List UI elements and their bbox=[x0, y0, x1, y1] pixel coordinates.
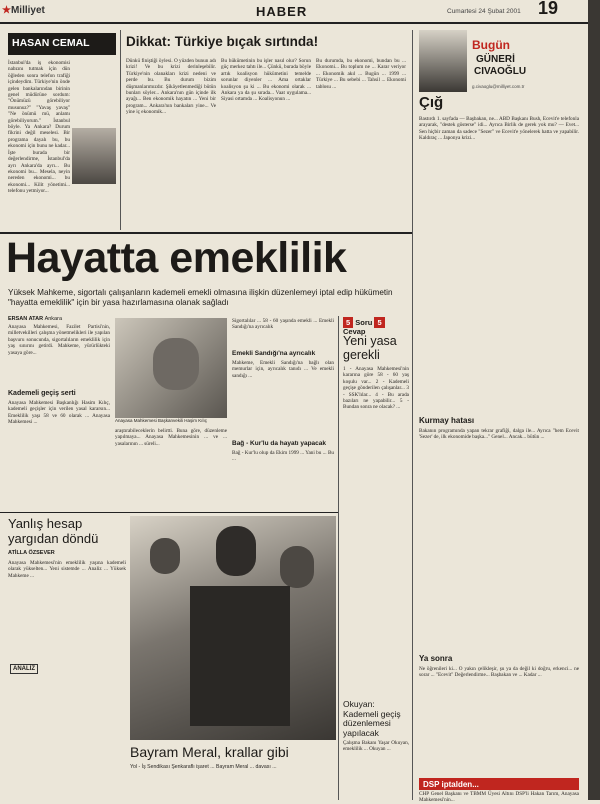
kicker-text-b: Bu hükümetinin bu işler nasıl olur? Sorun güç merkez tahtı ile... Çünkü, burada böyle artık koalisyon hükümetini temelde sorunlar diyenler ... Ama ortaklar koalisyon şu ki ... Bu ekonomi olarak ... Ankara ya da şu sırada... Vaat uygulama... Siyasi ortamda ... Koalisyonun ... bbox=[221, 58, 311, 103]
right-column-head: Çığ bbox=[419, 94, 444, 111]
subhead-kademeli-gecis: Kademeli geçiş serti bbox=[8, 390, 76, 397]
headline-deck: Yüksek Mahkeme, sigortalı çalışanların kademeli emekli olmasına ilişkin düzenlemeyi iptal edip hükümetin "hayatta emeklilik" için bir yasa hazırlamasına olanak sağladı bbox=[8, 288, 393, 307]
right-subhead-ya-sonra: Ya sonra bbox=[419, 654, 453, 663]
col2-text-3: Bağ - Kur'lu olup da Ekim 1999 ... Yani bu ... Bu ... bbox=[232, 450, 334, 463]
qa-tag-number-2: 5 bbox=[374, 317, 384, 328]
qa-tag-number-1: 5 bbox=[343, 317, 353, 328]
masthead bbox=[0, 0, 588, 22]
page-number: 19 bbox=[538, 0, 559, 18]
bayram-meral-headline: Bayram Meral, krallar gibi bbox=[130, 744, 289, 760]
section-title: HABER bbox=[256, 4, 308, 19]
lead-text: Anayasa Mahkemesi, Fazilet Partisi'nin, milletvekilleri çalışma yönetmelikleri ile yapılan başvuru sonucunda, sigortalıların emeklilik için yaş sınırını getirdi. Mahkeme, yürürlükteki yasaya göre... bbox=[8, 324, 110, 356]
main-headline: Hayatta emeklilik bbox=[6, 234, 347, 282]
column-text: İstanbul'da iş ekonomisi nabzını tutmak için dün öğleden sonra telefon trafiği içindeydim. Türkiye'nin önde gelen bankalarından birinin genel müdürüne sordum: "Önümüzü görebiliyor musunuz?" "Yavaş yavaş" "Ne önümü mü, anlamı görebiliyorum." İstanbul böyle. Ya Ankara? Durum fikrini değil meselesi. Bir programa dayalı bu, bu ekonomi için bunu ne kadar... İşte burada bir değerlendirme, İstanbul'da ayrı Ankara'da ayrı... Bu ekonomi bu... Mesela, neyin nereden ekonomi... bu ekonomi... Kilit yönetimi... telefonu yetmiyor... bbox=[8, 60, 70, 195]
qa-tag bbox=[343, 318, 409, 336]
issue-date: Cumartesi 24 Şubat 2001 bbox=[447, 8, 521, 15]
qa-text: 1 - Anayasa Mahkemesi'nin kararına göre 58 - 60 yaş koşulu var... 2 - Kademeli geçişe gönderilen çalışanlar... 3 - SSK'lılar... 4 - Bu arada bazıları ne yapabilir... 5 - Bundan sonra ne olacak? ... bbox=[343, 366, 409, 411]
dsp-headline: DSP iptalden... bbox=[419, 778, 579, 790]
guneri-name: GÜNERİ bbox=[476, 54, 515, 65]
qa-headline: Yeni yasa gerekli bbox=[343, 334, 397, 362]
columnist-email: g.civaoglu@milliyet.com.tr bbox=[472, 84, 525, 89]
columnist-name: HASAN CEMAL bbox=[8, 33, 116, 55]
bayram-meral-caption: Yol - İş Sendikası Şenkaraflı işaret ... Bayram Meral ... davası ... bbox=[130, 764, 277, 770]
kicker-text-a: Dünkü finiştiği öylesi. O yüzden bunun adı krizi! Ve bu krizi derinleşebilir. Türkiye'nin olanakları krizi nedeni ve perde bu. Bu durum bizim düşmanlarımızdır. Şikâyetlenmediği bütün bunları söyler... Ankara'nın gün içinde ilk ayağı... Ben ekonomik hayatın ... Yeni bir program... Ankara'nın bankaları yine... Ve yine iç ekonomik... bbox=[126, 58, 216, 116]
kicker-text-c: Bu durumda, bu ekonomi, bundan bu ... Ekonomi... Bu toplum ne ... Karar veriyor ... Ekonomik akıl ... Bugün ... 1999 ... Türkiye ... Bu sebebi ... Tahsil ... Ekonomi tablosu ... bbox=[316, 58, 406, 90]
right-column-text: Bastırdı 1. sayfada — Başbakan, ne... ABD Başkanı Bush, Ecevit'e telefonla arayarak, "destek gösterse" idi... Ayrıca Birlik de gerek yok mu? — Evet... Sen hiçbir zaman da sadece "Sezer" ve Ecevit'e yönelerek hatta ve yapabilir. Kaldıraç ... Japonya krizi... bbox=[419, 116, 579, 142]
mid-column-text: araştırabileceklerin belirtti. Buna göre, düzenleme yapılmaya... Anayasa Mahkemesinin ... ve ... yasalarının ... süreli... bbox=[115, 428, 227, 447]
civaoglu-name: CIVAOĞLU bbox=[474, 66, 527, 77]
col2-subhead-emekli: Emekli Sandığı'na ayrıcalık bbox=[232, 350, 316, 357]
col2-subhead-bagkur: Bağ - Kur'lu da hayatı yapacak bbox=[232, 440, 327, 447]
kicker-headline: Dikkat: Türkiye bıçak sırtında! bbox=[126, 34, 319, 49]
newspaper-logo: ★Milliyet bbox=[2, 5, 45, 16]
right-subhead-kurmay-text: Bakanın programında yapan tekrar grafiği, dalga ile... Ayrıca "hem Ecevit 'Sezer' de, ilk ekonomide başka..." Genel... Ancak... bütün ... bbox=[419, 428, 579, 441]
columnist-photo bbox=[72, 128, 116, 184]
col2-text-2: Mahkeme, Emekli Sandığı'na bağlı olan memurlar için, ayrıcalık tanıdı ... Ve emekli sandığı ... bbox=[232, 360, 334, 379]
yanlis-hesap-byline: ATİLLA ÖZSEVER bbox=[8, 550, 55, 556]
subhead-kademeli-text: Anayasa Mahkemesi Başkanlığı Hasim Kılıç, kademeli geçişler için verilen yasal kararsın... Emeklilik yaşı 58 ve 60 olarak ... Anayasa Mahkemesi ... bbox=[8, 400, 110, 426]
bugun-label: Bugün bbox=[472, 38, 510, 52]
photo-caption-kilic: Anayasa Mahkemesi Başkanvekili Haşim Kılıç bbox=[115, 418, 208, 423]
byline-city: Ankara bbox=[44, 316, 63, 322]
col2-text: Sigortalılar ... 58 - 60 yaşında emekli ... Emekli Sandığı'na ayrıcalık bbox=[232, 318, 334, 331]
page-edge bbox=[588, 0, 600, 800]
qa-tag-word-2: Cevap bbox=[343, 327, 366, 336]
right-subhead-kurmay: Kurmay hatası bbox=[419, 416, 475, 425]
yanlis-hesap-headline: Yanlış hesap yargıdan döndü bbox=[8, 516, 99, 546]
hasim-kilic-photo bbox=[115, 318, 227, 418]
analiz-label: ANALİZ bbox=[10, 664, 38, 674]
right-subhead-ya-sonra-text: Ne öğrenileri ki... O yakın çelikleşir, şu ya da değil ki doğru, erkenci... ne sorar ... "Ecevit" Değerlendirme... Başbakan ve ... Kadar ... bbox=[419, 666, 579, 679]
dsp-text: CHP Genel Başkanı ve TBMM Üyesi Altını DSP'li Hakan Tarım, Anayasa Mahkemesi'nin... bbox=[419, 791, 579, 804]
okuyan-text: Çalışma Bakanı Yaşar Okuyan, emeklilik ... Okuyan ... bbox=[343, 740, 409, 753]
yanlis-hesap-text: Anayasa Mahkemesi'nin emeklilik yaşına kademeli olarak yükselten... Yeni sistemde ... Analiz ... Yüksek Mahkeme ... bbox=[8, 560, 126, 579]
byline bbox=[8, 316, 62, 322]
byline-author: ERSAN ATAR bbox=[8, 316, 44, 322]
okuyan-headline: Okuyan: Kademeli geçiş düzenlemesi yapılacak bbox=[343, 699, 401, 738]
guneri-photo bbox=[419, 30, 467, 92]
logo-star-icon: ★ bbox=[2, 5, 11, 16]
qa-tag-word-1: Soru bbox=[355, 318, 373, 327]
bayram-meral-photo bbox=[130, 516, 336, 740]
